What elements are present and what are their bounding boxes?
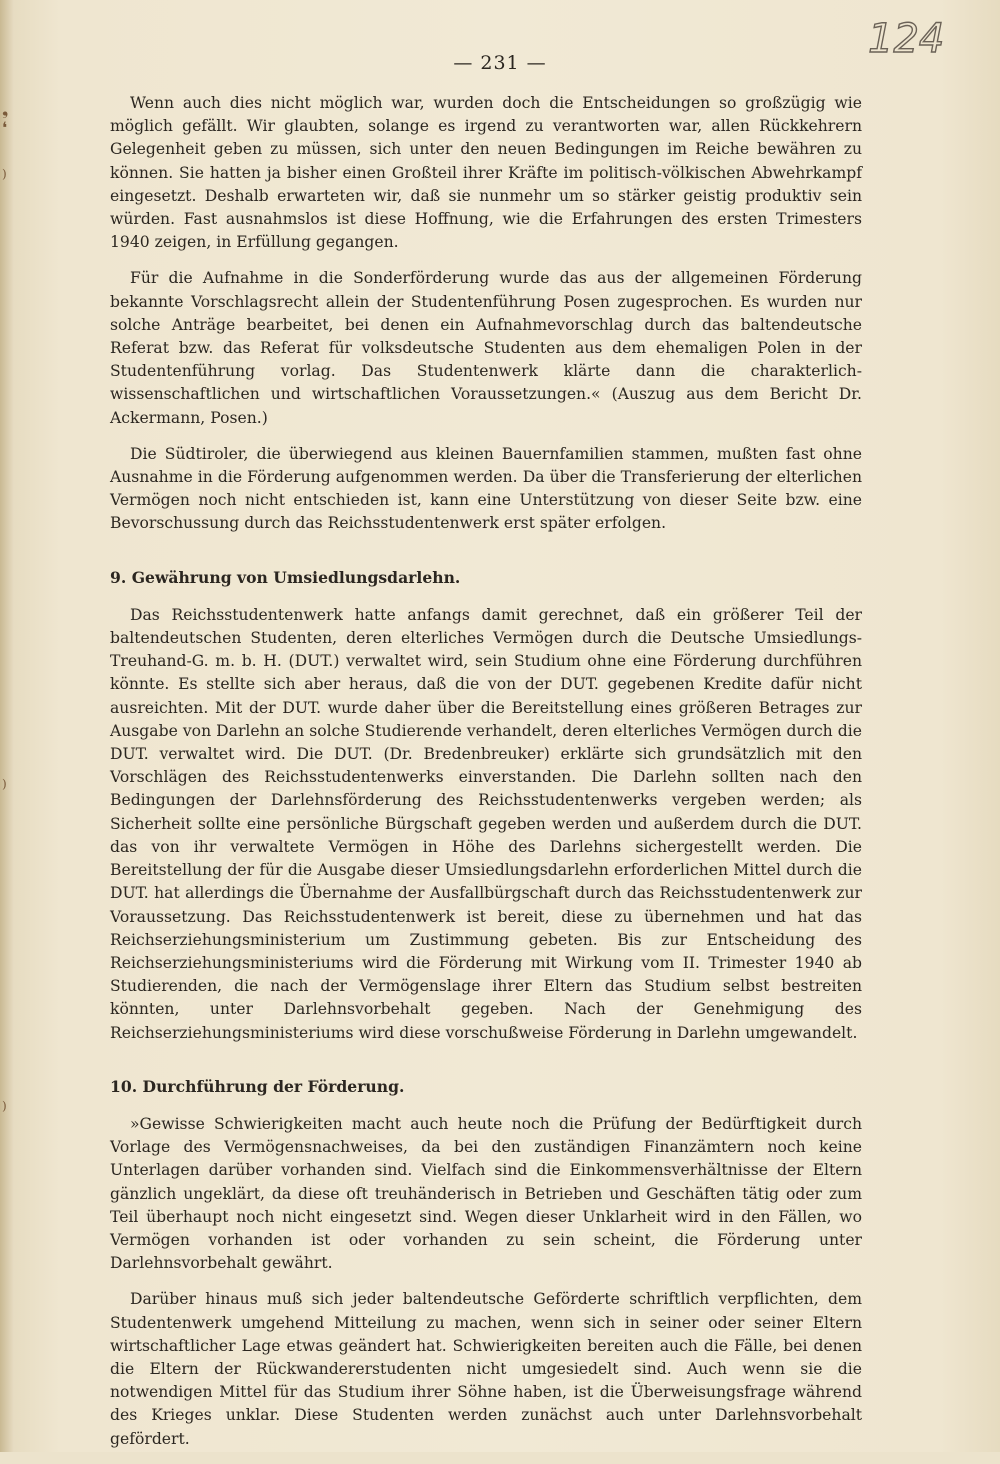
punch-mark-icon: ) [2,167,7,181]
punch-mark-icon: ) [2,1099,7,1113]
punch-mark-icon: ) [2,777,7,791]
document-body [110,92,862,1464]
punch-mark-icon: ❛ [2,118,8,137]
paragraph: »Gewisse Schwierigkeiten macht auch heute noch die Prüfung der Bedürftigkeit durch Vorlage des Vermögensnachweises, da bei den zuständigen Finanzämtern noch keine Unterlagen darüber vorhanden sind. Vielfach sind die Einkommensverhältnisse der Eltern gänzlich ungeklärt, da diese oft treuhänderisch in Betrieben und Geschäften tätig oder zum Teil überhaupt noch nicht eingesetzt sind. Wegen dieser Unklarheit wird in den Fällen, wo Vermögen vorhanden ist oder vorhanden zu sein scheint, die Förderung unter Darlehnsvorbehalt gewährt. [110,1114,862,1273]
punch-mark-icon: ❟ [2,100,9,119]
paragraph: Darüber hinaus muß sich jeder baltendeutsche Geförderte schriftlich verpflichten, dem Studentenwerk umgehend Mitteilung zu machen, wenn sich in seiner oder seiner Eltern wirtschaftlicher Lage etwas geändert hat. Schwierigkeiten bereiten auch die Fälle, bei denen die Eltern der Rückwandererstudenten nicht umgesiedelt sind. Auch wenn sie die notwendigen Mittel für das Studium ihrer Söhne haben, ist die Überweisungsfrage während des Krieges unklar. Diese Studenten werden zunächst auch unter Darlehnsvorbehalt gefördert. [110,1290,862,1448]
binding-edge [0,0,14,1452]
paragraph: Wenn auch dies nicht möglich war, wurden doch die Entscheidungen so großzügig wie möglich gefällt. Wir glaubten, solange es irgend zu verantworten war, allen Rückkehrern Gelegenheit geben zu müssen, sich unter den neuen Bedingungen im Reiche bewähren zu können. Sie hatten ja bisher einen Großteil ihrer Kräfte im politisch-völkischen Abwehrkampf eingesetzt. Deshalb erwarteten wir, daß sie nunmehr um so stärker geistig produktiv sein würden. Fast ausnahmslos ist diese Hoffnung, wie die Erfahrungen des ersten Trimesters 1940 zeigen, in Erfüllung gegangen. [110,94,862,252]
section-heading: 9. Gewährung von Umsiedlungsdarlehn. [110,567,461,587]
paragraph: Die Südtiroler, die überwiegend aus kleinen Bauernfamilien stammen, mußten fast ohne Ausnahme in die Förderung aufgenommen werden. Da über die Transferierung der elterlichen Vermögen noch nicht entschieden ist, kann eine Unterstützung von dieser Seite bzw. eine Bevorschussung durch das Reichsstudentenwerk erst später erfolgen. [110,444,862,533]
margin-note: 124 [868,16,945,62]
section-heading: 10. Durchführung der Förderung. [110,1076,405,1096]
page-number: — 231 — [453,52,547,74]
paragraph: Für die Aufnahme in die Sonderförderung wurde das aus der allgemeinen Förderung bekannte Vorschlagsrecht allein der Studentenführung Posen zugesprochen. Es wurden nur solche Anträge bearbeitet, bei denen ein Aufnahmevorschlag durch das baltendeutsche Referat bzw. das Referat für volksdeutsche Studenten aus dem ehemaligen Polen in der Studentenführung vorlag. Das Studentenwerk klärte dann die charakterlich-wissenschaftlichen und wirtschaftlichen Voraussetzungen.« (Auszug aus dem Bericht Dr. Ackermann, Posen.) [110,269,862,427]
paragraph: Das Reichsstudentenwerk hatte anfangs damit gerechnet, daß ein größerer Teil der baltendeutschen Studenten, deren elterliches Vermögen durch die Deutsche Umsiedlungs-Treuhand-G. m. b. H. (DUT.) verwaltet wird, sein Studium ohne eine Förderung durchführen könnte. Es stellte sich aber heraus, daß die von der DUT. gegebenen Kredite dafür nicht ausreichten. Mit der DUT. wurde daher über die Bereitstellung eines größeren Betrages zur Ausgabe von Darlehn an solche Studierende verhandelt, deren elterliches Vermögen durch die DUT. verwaltet wird. Die DUT. (Dr. Bredenbreuker) erklärte sich grundsätzlich mit den Vorschlägen des Reichsstudentenwerks einverstanden. Die Darlehn sollten nach den Bedingungen der Darlehnsförderung des Reichsstudentenwerks vergeben werden; als Sicherheit sollte eine persönliche Bürgschaft gegeben werden und außerdem durch die DUT. das von ihr verwaltete Vermögen in Höhe des Darlehns sichergestellt werden. Die Bereitstellung der für die Ausgabe dieser Umsiedlungsdarlehn erforderlichen Mittel durch die DUT. hat allerdings die Übernahme der Ausfallbürgschaft durch das Reichsstudentenwerk zur Voraussetzung. Das Reichsstudentenwerk ist bereit, diese zu übernehmen und hat das Reichserziehungsministerium um Zustimmung gebeten. Bis zur Entscheidung des Reichserziehungsministeriums wird die Förderung mit Wirkung vom II. Trimester 1940 ab Studierenden, die nach der Vermögenslage ihrer Eltern das Studium selbst bestreiten könnten, unter Darlehnsvorbehalt gegeben. Nach der Genehmigung des Reichserziehungsministeriums wird diese vorschußweise Förderung in Darlehn umgewandelt. [110,605,862,1042]
